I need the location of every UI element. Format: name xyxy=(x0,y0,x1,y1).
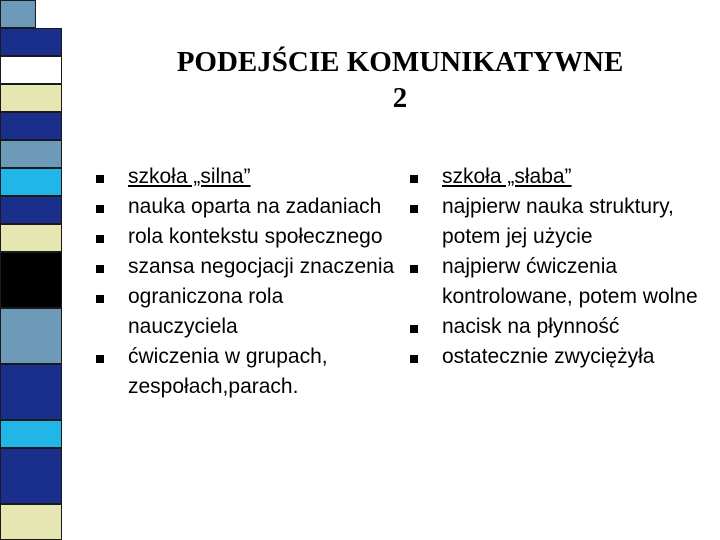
square-bullet-icon xyxy=(410,265,418,273)
list-item-text: szkoła „silna” xyxy=(128,165,251,188)
stripe-block xyxy=(0,140,62,168)
stripe-block xyxy=(0,56,62,84)
list-item-text: rola kontekstu społecznego xyxy=(128,225,383,248)
square-bullet-icon xyxy=(410,325,418,333)
right-bullet-list xyxy=(410,162,710,372)
stripe-block xyxy=(0,364,62,420)
left-bullet-list xyxy=(96,162,396,402)
square-bullet-icon xyxy=(96,235,104,243)
list-item xyxy=(96,252,396,282)
list-item-text: najpierw ćwiczenia kontrolowane, potem wolne xyxy=(442,255,698,308)
slide-title-line2: 2 xyxy=(392,82,408,114)
square-bullet-icon xyxy=(410,355,418,363)
stripe-block xyxy=(0,28,62,56)
slide-title xyxy=(120,44,680,116)
square-bullet-icon xyxy=(410,205,418,213)
list-item xyxy=(96,222,396,252)
decorative-stripe xyxy=(0,0,62,540)
square-bullet-icon xyxy=(96,175,104,183)
list-item xyxy=(96,282,396,342)
list-item-text: nauka oparta na zadaniach xyxy=(128,195,382,218)
square-bullet-icon xyxy=(96,265,104,273)
stripe-block xyxy=(0,252,62,308)
list-item-text: ograniczona rola nauczyciela xyxy=(128,285,284,338)
list-item-text: nacisk na płynność xyxy=(442,315,620,338)
list-item xyxy=(96,342,396,402)
stripe-block xyxy=(0,84,62,112)
stripe-block xyxy=(0,196,62,224)
list-item xyxy=(410,192,710,252)
slide-title-line1: PODEJŚCIE KOMUNIKATYWNE xyxy=(176,46,624,78)
square-bullet-icon xyxy=(96,295,104,303)
square-bullet-icon xyxy=(96,205,104,213)
stripe-block xyxy=(0,448,62,504)
list-item xyxy=(410,342,710,372)
list-item-text: szkoła „słaba” xyxy=(442,165,572,188)
stripe-block xyxy=(0,224,62,252)
list-item-text: najpierw nauka struktury, potem jej użycie xyxy=(442,195,674,248)
stripe-block xyxy=(0,168,62,196)
stripe-block xyxy=(0,0,36,28)
list-item xyxy=(410,252,710,312)
stripe-block xyxy=(0,504,62,540)
stripe-block xyxy=(0,112,62,140)
list-item xyxy=(410,312,710,342)
list-item-text: ostatecznie zwyciężyła xyxy=(442,345,655,368)
list-item-text: ćwiczenia w grupach, zespołach,parach. xyxy=(128,345,328,398)
list-item xyxy=(96,192,396,222)
stripe-block xyxy=(0,420,62,448)
square-bullet-icon xyxy=(96,355,104,363)
square-bullet-icon xyxy=(410,175,418,183)
list-item xyxy=(96,162,396,192)
stripe-block xyxy=(0,308,62,364)
list-item-text: szansa negocjacji znaczenia xyxy=(128,255,395,278)
list-item xyxy=(410,162,710,192)
